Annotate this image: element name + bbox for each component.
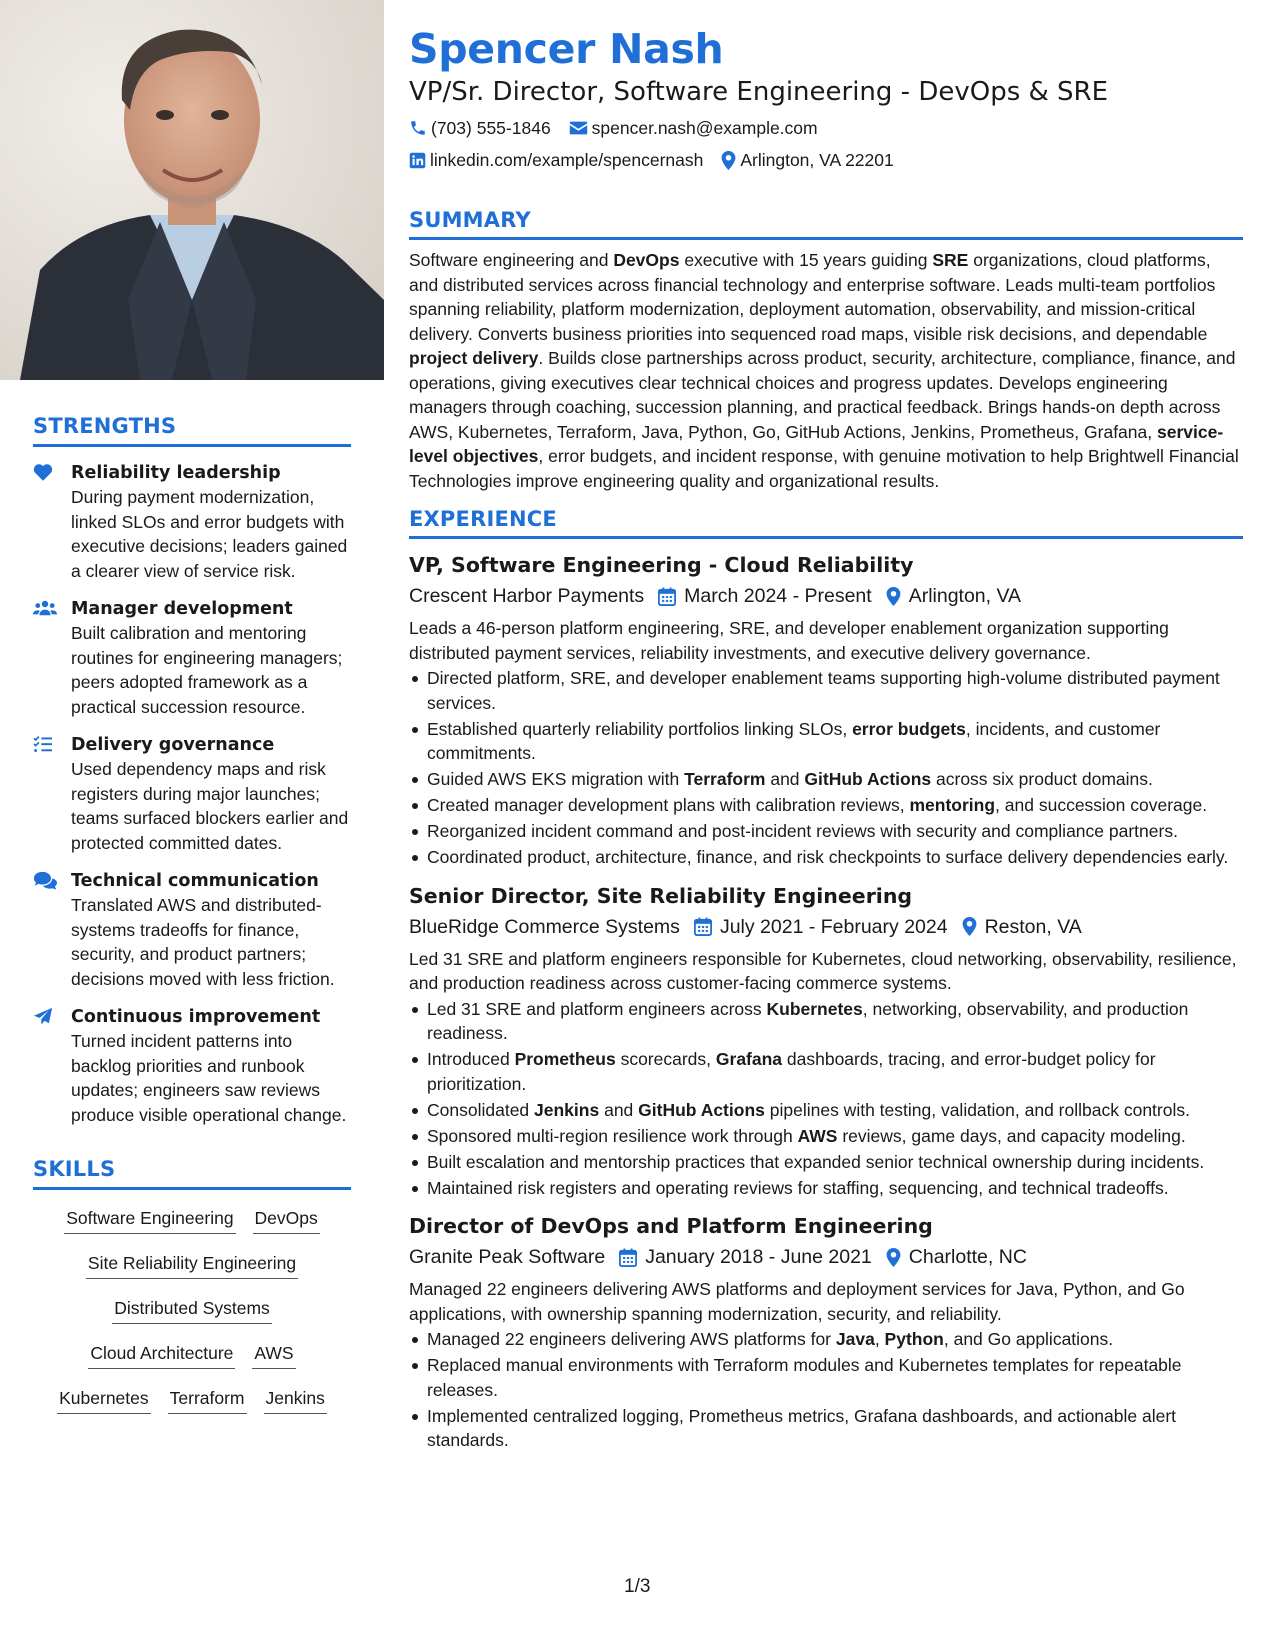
strength-title: Technical communication bbox=[71, 871, 319, 891]
strength-item bbox=[33, 461, 351, 583]
bullet-text: Built escalation and mentorship practices that expanded senior technical ownership during incidents. bbox=[427, 1151, 1205, 1172]
bullet-emphasis: Python bbox=[884, 1329, 944, 1349]
summary-text: . Builds close partnerships across product, security, architecture, compliance, finance, and operations, giving executives clear technical choices and progress updates. Develops engineering managers through coaching, succession planning, and practical feedback. Brings hands-on depth across AWS, Kubernetes, Terraform, Java, Python, Go, GitHub Actions, Jenkins, Prometheus, Grafana, bbox=[409, 348, 1236, 442]
strength-body bbox=[71, 869, 351, 991]
skill-tag: Terraform bbox=[168, 1384, 247, 1414]
profile-photo bbox=[0, 0, 384, 380]
bullet-text: Reorganized incident command and post-incident reviews with security and compliance partners. bbox=[427, 821, 1178, 841]
bullet-item bbox=[409, 1404, 1243, 1453]
location-text: Arlington, VA 22201 bbox=[740, 150, 894, 170]
strength-body bbox=[71, 461, 351, 583]
job-entry bbox=[409, 1212, 1243, 1453]
bullet-item bbox=[409, 793, 1243, 818]
bullet-emphasis: AWS bbox=[797, 1125, 838, 1146]
summary-text bbox=[409, 248, 1243, 493]
bullet-text: , and Go applications. bbox=[943, 1329, 1114, 1349]
bullet-text: Guided AWS EKS migration with bbox=[427, 769, 685, 789]
bullet-item bbox=[409, 666, 1243, 715]
strength-title: Manager development bbox=[71, 599, 293, 619]
job-title: Director of DevOps and Platform Engineering bbox=[409, 1214, 933, 1238]
summary-text: , error budgets, and incident response, with genuine motivation to help Brightwell Financial Technologies improve engineering quality and organizational results. bbox=[409, 446, 1239, 491]
job-dates bbox=[658, 582, 872, 610]
users-icon bbox=[33, 597, 71, 719]
strength-title: Continuous improvement bbox=[71, 1007, 321, 1027]
job-company bbox=[409, 582, 644, 610]
bullet-text: reviews, game days, and capacity modeling. bbox=[837, 1125, 1186, 1146]
job-company bbox=[409, 913, 680, 941]
list-check-icon bbox=[33, 733, 71, 855]
date-range: January 2018 - June 2021 bbox=[645, 1246, 872, 1268]
job-bullets bbox=[409, 666, 1243, 870]
strength-description: During payment modernization, linked SLOs and error budgets with executive decisions; leaders gained a clearer view of service risk. bbox=[71, 487, 348, 581]
summary-text: Software engineering and bbox=[409, 250, 614, 270]
bullet-text: Coordinated product, architecture, finance, and risk checkpoints to surface delivery dependencies early. bbox=[427, 847, 1229, 867]
job-title: VP, Software Engineering - Cloud Reliability bbox=[409, 553, 914, 577]
experience-heading: EXPERIENCE bbox=[409, 507, 1243, 539]
bullet-emphasis: Kubernetes bbox=[766, 998, 863, 1019]
email-contact[interactable] bbox=[569, 116, 818, 140]
strength-description: Built calibration and mentoring routines for engineering managers; peers adopted framework as a practical succession resource. bbox=[71, 623, 343, 717]
bullet-text: Maintained risk registers and operating reviews for staffing, sequencing, and technical tradeoffs. bbox=[427, 1177, 1169, 1198]
heart-icon bbox=[33, 461, 71, 583]
bullet-item bbox=[409, 1047, 1243, 1096]
page-number: 1/3 bbox=[624, 1576, 651, 1597]
company-name: Crescent Harbor Payments bbox=[409, 585, 645, 607]
contact-row-1 bbox=[409, 116, 1243, 140]
bullet-text: Introduced bbox=[427, 1049, 515, 1069]
experience-section bbox=[409, 507, 1243, 1453]
bullet-text: Consolidated bbox=[427, 1099, 535, 1120]
bullet-text: Replaced manual environments with Terraform modules and Kubernetes templates for repeatable releases. bbox=[427, 1355, 1182, 1400]
phone-text: (703) 555-1846 bbox=[431, 118, 551, 138]
bullet-emphasis: error budgets bbox=[852, 718, 966, 739]
strength-description: Turned incident patterns into backlog priorities and runbook updates; engineers saw reviews produce visible operational change. bbox=[71, 1031, 347, 1125]
job-meta bbox=[409, 913, 1243, 941]
job-description: Leads a 46-person platform engineering, SRE, and developer enablement organization supporting distributed payment services, reliability investments, and executive delivery governance. bbox=[409, 618, 1169, 663]
strength-body bbox=[71, 597, 351, 719]
bullet-item bbox=[409, 1098, 1243, 1123]
map-pin-icon bbox=[721, 151, 736, 170]
bullet-emphasis: Java bbox=[835, 1329, 875, 1349]
strength-item bbox=[33, 1005, 351, 1127]
summary-section bbox=[409, 208, 1243, 493]
map-pin-icon bbox=[886, 587, 901, 606]
calendar-icon bbox=[694, 917, 712, 936]
date-range: July 2021 - February 2024 bbox=[719, 915, 948, 938]
job-meta bbox=[409, 582, 1243, 610]
date-range: March 2024 - Present bbox=[684, 585, 872, 607]
bullet-text: , bbox=[874, 1329, 885, 1349]
calendar-icon bbox=[619, 1248, 637, 1267]
job-meta bbox=[409, 1243, 1243, 1271]
summary-heading: SUMMARY bbox=[409, 208, 1243, 240]
company-name: Granite Peak Software bbox=[409, 1246, 606, 1268]
job-description: Led 31 SRE and platform engineers responsible for Kubernetes, cloud networking, observability, resilience, and production readiness across customer-facing commerce systems. bbox=[409, 948, 1237, 993]
job-company bbox=[409, 1243, 605, 1271]
bullet-text: , networking, observability, and production readiness. bbox=[427, 998, 1189, 1043]
job-location bbox=[962, 913, 1082, 941]
bullet-text: , incidents, and customer commitments. bbox=[427, 718, 1161, 763]
strength-body bbox=[71, 1005, 351, 1127]
summary-emphasis: DevOps bbox=[613, 250, 680, 270]
skill-row bbox=[33, 1294, 351, 1339]
strengths-section bbox=[33, 414, 351, 1127]
skill-tag: Jenkins bbox=[264, 1384, 327, 1414]
bullet-text: Directed platform, SRE, and developer enablement teams supporting high-volume distributed payment services. bbox=[427, 668, 1220, 713]
bullet-item bbox=[409, 1150, 1243, 1175]
bullet-emphasis: GitHub Actions bbox=[804, 769, 932, 789]
bullet-item bbox=[409, 819, 1243, 844]
skill-tag: Distributed Systems bbox=[112, 1294, 272, 1324]
linkedin-text: linkedin.com/example/spencernash bbox=[430, 150, 704, 170]
job-entry bbox=[409, 551, 1243, 870]
candidate-role: VP/Sr. Director, Software Engineering - DevOps & SRE bbox=[409, 77, 1109, 107]
bullet-text: Created manager development plans with calibration reviews, bbox=[427, 795, 910, 815]
paper-plane-icon bbox=[33, 1005, 71, 1127]
main-content bbox=[409, 0, 1243, 1454]
strength-body bbox=[71, 733, 351, 855]
job-dates bbox=[694, 913, 948, 941]
summary-emphasis: SRE bbox=[932, 250, 969, 270]
strength-title: Delivery governance bbox=[71, 735, 275, 755]
bullet-item bbox=[409, 845, 1243, 870]
map-pin-icon bbox=[886, 1248, 901, 1267]
skills-section bbox=[33, 1157, 351, 1429]
bullet-text: and bbox=[765, 769, 805, 789]
skill-tag: AWS bbox=[252, 1339, 295, 1369]
job-location bbox=[886, 582, 1021, 610]
bullet-emphasis: mentoring bbox=[909, 795, 996, 815]
company-name: BlueRidge Commerce Systems bbox=[409, 915, 680, 938]
profile-photo-illustration bbox=[0, 0, 384, 380]
contact-row-2 bbox=[409, 148, 1243, 172]
skill-tag: Site Reliability Engineering bbox=[86, 1249, 298, 1279]
bullet-item bbox=[409, 1176, 1243, 1201]
sidebar bbox=[0, 0, 384, 1650]
linkedin-icon bbox=[409, 152, 426, 169]
bullet-item bbox=[409, 997, 1243, 1046]
skill-row bbox=[33, 1384, 351, 1429]
location-text: Arlington, VA bbox=[908, 585, 1022, 607]
location-text: Charlotte, NC bbox=[908, 1246, 1027, 1268]
skill-row bbox=[33, 1249, 351, 1294]
skill-row bbox=[33, 1339, 351, 1384]
bullet-item bbox=[409, 1327, 1243, 1352]
phone-icon bbox=[409, 119, 427, 137]
bullet-emphasis: GitHub Actions bbox=[638, 1099, 765, 1120]
job-location bbox=[886, 1243, 1027, 1271]
bullet-text: Sponsored multi-region resilience work through bbox=[427, 1125, 798, 1146]
jobs-list bbox=[409, 551, 1243, 1453]
bullet-text: scorecards, bbox=[615, 1049, 716, 1069]
email-text: spencer.nash@example.com bbox=[591, 118, 818, 138]
bullet-text: , and succession coverage. bbox=[995, 795, 1208, 815]
summary-text: organizations, cloud platforms, and distributed services across financial technology and enterprise software. Leads multi-team portfolios spanning reliability, platform modernization, deployment automation, observability, and mission-critical delivery. Converts business priorities into sequenced road maps, visible risk decisions, and dependable bbox=[409, 250, 1216, 344]
phone-contact[interactable] bbox=[409, 116, 551, 140]
skill-tag: Cloud Architecture bbox=[88, 1339, 235, 1369]
skill-tag: Kubernetes bbox=[57, 1384, 151, 1414]
skill-tag: DevOps bbox=[253, 1204, 320, 1234]
bullet-text: Implemented centralized logging, Prometheus metrics, Grafana dashboards, and actionable alert standards. bbox=[427, 1405, 1177, 1450]
summary-emphasis: service-level objectives bbox=[409, 421, 1224, 466]
skill-tag: Software Engineering bbox=[64, 1204, 235, 1234]
bullet-text: Managed 22 engineers delivering AWS platforms for bbox=[427, 1329, 836, 1349]
bullet-text: across six product domains. bbox=[931, 769, 1153, 789]
summary-text: executive with 15 years guiding bbox=[679, 250, 933, 270]
bullet-text: Led 31 SRE and platform engineers across bbox=[427, 998, 767, 1019]
job-bullets bbox=[409, 1327, 1243, 1453]
bullet-item bbox=[409, 1353, 1243, 1402]
bullet-text: pipelines with testing, validation, and rollback controls. bbox=[764, 1099, 1190, 1120]
strength-title: Reliability leadership bbox=[71, 463, 281, 483]
job-bullets bbox=[409, 997, 1243, 1201]
bullet-text: dashboards, tracing, and error-budget policy for prioritization. bbox=[427, 1049, 1156, 1094]
calendar-icon bbox=[658, 587, 676, 606]
bullet-item bbox=[409, 717, 1243, 766]
skill-row bbox=[33, 1204, 351, 1249]
linkedin-contact[interactable] bbox=[409, 148, 703, 172]
envelope-icon bbox=[569, 120, 588, 136]
bullet-text: and bbox=[599, 1099, 639, 1120]
strength-item bbox=[33, 733, 351, 855]
strengths-heading: STRENGTHS bbox=[33, 414, 351, 447]
map-pin-icon bbox=[962, 917, 977, 936]
chat-bubbles-icon bbox=[33, 869, 71, 991]
job-description: Managed 22 engineers delivering AWS platforms and deployment services for Java, Python, and Go applications, with ownership spanning modernization, security, and reliability. bbox=[409, 1279, 1185, 1324]
skills-list bbox=[33, 1204, 351, 1429]
strength-item bbox=[33, 597, 351, 719]
job-title: Senior Director, Site Reliability Engineering bbox=[409, 883, 913, 908]
job-entry bbox=[409, 882, 1243, 1201]
location-contact bbox=[721, 148, 893, 172]
bullet-emphasis: Terraform bbox=[684, 769, 766, 789]
location-text: Reston, VA bbox=[984, 915, 1082, 938]
job-dates bbox=[619, 1243, 872, 1271]
bullet-emphasis: Jenkins bbox=[534, 1099, 600, 1120]
bullet-item bbox=[409, 1124, 1243, 1149]
bullet-item bbox=[409, 767, 1243, 792]
strength-description: Translated AWS and distributed-systems tradeoffs for finance, security, and product partners; decisions moved with less friction. bbox=[71, 895, 335, 989]
candidate-name: Spencer Nash bbox=[409, 25, 724, 73]
skills-heading: SKILLS bbox=[33, 1157, 351, 1190]
strength-description: Used dependency maps and risk registers during major launches; teams surfaced blockers earlier and protected committed dates. bbox=[71, 759, 349, 853]
strengths-list bbox=[33, 461, 351, 1127]
bullet-emphasis: Prometheus bbox=[514, 1049, 616, 1069]
bullet-emphasis: Grafana bbox=[715, 1049, 783, 1069]
bullet-text: Established quarterly reliability portfolios linking SLOs, bbox=[427, 718, 853, 739]
summary-emphasis: project delivery bbox=[409, 348, 539, 368]
strength-item bbox=[33, 869, 351, 991]
